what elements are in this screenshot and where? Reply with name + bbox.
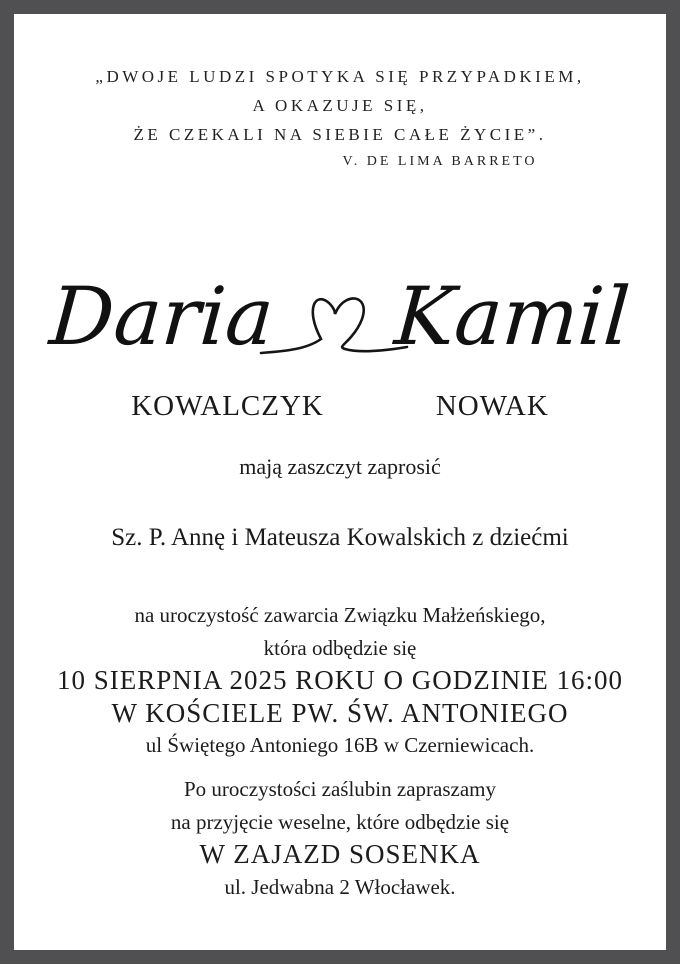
invitation-intro: mają zaszczyt zaprosić xyxy=(239,454,441,479)
groom-last-name: NOWAK xyxy=(435,390,549,422)
reception-line-2: na przyjęcie weselne, które odbędzie się xyxy=(170,809,510,834)
heart-swash-icon xyxy=(259,287,409,378)
couple-surnames xyxy=(14,389,666,423)
ceremony-details xyxy=(14,599,666,762)
groom-first-name: Kamil xyxy=(392,270,634,363)
guest-names: Sz. P. Annę i Mateusza Kowalskich z dziećmi xyxy=(111,524,569,551)
reception-details xyxy=(14,773,666,903)
ceremony-line-2: która odbędzie się xyxy=(263,635,417,660)
quote-line-3: ŻE CZEKALI NA SIEBIE CAŁE ŻYCIE”. xyxy=(133,125,547,144)
quote-line-1: „DWOJE LUDZI SPOTYKA SIĘ PRZYPADKIEM, xyxy=(95,67,585,86)
ceremony-date: 10 SIERPNIA 2025 ROKU O GODZINIE 16:00 xyxy=(57,665,623,695)
reception-place: W ZAJAZD SOSENKA xyxy=(199,839,481,869)
bride-first-name: Daria xyxy=(46,270,277,363)
quote-attribution: V. DE LIMA BARRETO xyxy=(342,154,538,169)
ceremony-address: ul Świętego Antoniego 16B w Czerniewicach. xyxy=(145,733,535,757)
reception-line-1: Po uroczystości zaślubin zapraszamy xyxy=(184,777,496,801)
reception-address: ul. Jedwabna 2 Włocławek. xyxy=(224,874,456,899)
ceremony-place: W KOŚCIELE PW. ŚW. ANTONIEGO xyxy=(111,697,569,728)
couple-names xyxy=(14,242,666,392)
quote-block xyxy=(14,62,666,149)
bride-last-name: KOWALCZYK xyxy=(131,390,324,422)
quote-line-2: A OKAZUJE SIĘ, xyxy=(252,96,428,115)
ceremony-line-1: na uroczystość zawarcia Związku Małżeńskiego, xyxy=(134,603,546,627)
